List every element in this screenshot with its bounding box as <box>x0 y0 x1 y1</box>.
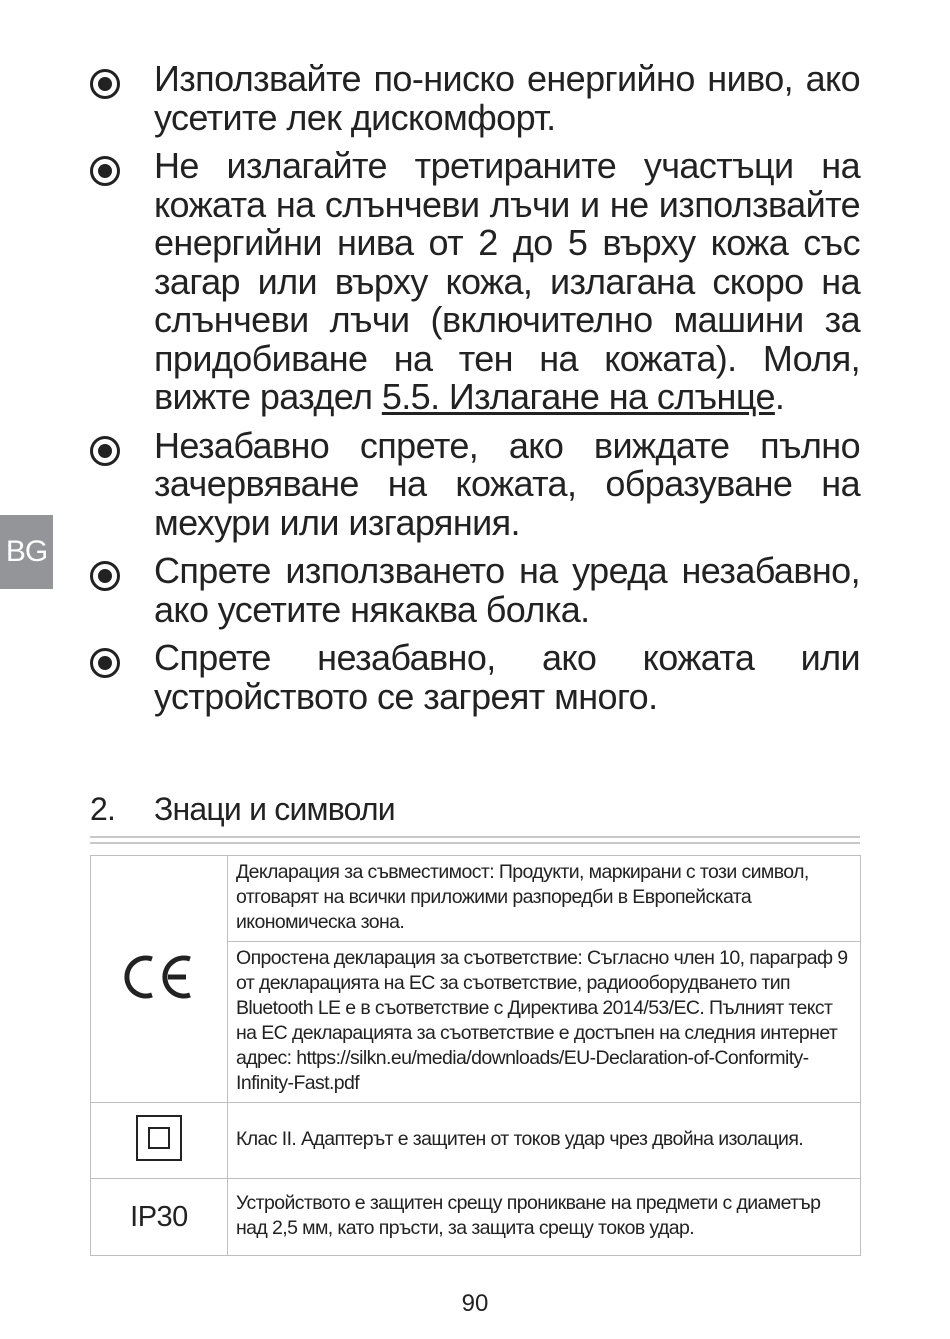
safety-bullet-list <box>88 60 860 726</box>
section-title: Знаци и символи <box>154 791 395 827</box>
section-number: 2. <box>90 791 116 827</box>
class2-text: Клас II. Адаптерът е защитен от токов удар чрез двойна изолация. <box>228 1103 861 1179</box>
class2-symbol-cell <box>91 1103 228 1179</box>
list-item <box>88 639 860 716</box>
bullet-text-body: Не излагайте третираните участъци на кожата на слънчеви лъчи и не използвайте енергийни нива от 2 до 5 върху кожа със загар или върху кожа, излагана скоро на слънчеви лъчи (включително машини за придобиване на тен на кожата). Моля, вижте раздел <box>154 145 860 417</box>
table-row <box>91 1103 861 1179</box>
bullet-circle-icon <box>90 561 120 591</box>
ce-mark-icon <box>122 953 196 1001</box>
bullet-circle-icon <box>90 648 120 678</box>
list-item <box>88 147 860 417</box>
list-item <box>88 424 860 543</box>
bullet-circle-icon <box>90 69 120 99</box>
symbols-table <box>90 855 861 1256</box>
double-square-icon <box>136 1115 182 1161</box>
bullet-text: Незабавно спрете, ако виждате пълно зачервяване на кожата, образуване на мехури или изгаряния. <box>154 424 860 543</box>
ip-rating-text: Устройството е защитен срещу проникване на предмети с диаметър над 2,5 мм, като пръсти, за защита срещу токов удар. <box>228 1179 861 1256</box>
list-item <box>88 552 860 629</box>
ce-simplified-declaration-text: Опростена декларация за съответствие: Съгласно член 10, параграф 9 от декларацията на ЕС за съответствие, радиооборудването тип Bluetooth LE е в съответствие с Директива 2014/53/ЕС. Пълният текст на ЕС декларацията за съответствие е достъпен на следния интернет адрес: https://silkn.eu/media/downloads/EU-Declaration-of-Conformity-Infinity-Fast.pdf <box>228 942 861 1103</box>
table-row <box>91 1179 861 1256</box>
language-tab: BG <box>0 515 53 589</box>
bullet-text-end: . <box>774 376 785 417</box>
section-heading <box>90 791 860 828</box>
ip-rating-code: IP30 <box>130 1200 188 1233</box>
ce-symbol-cell <box>91 856 228 1103</box>
bullet-circle-icon <box>90 156 120 186</box>
bullet-text <box>154 147 860 417</box>
page-number: 90 <box>461 1290 489 1317</box>
bullet-text: Спрете незабавно, ако кожата или устройството се загреят много. <box>154 637 860 717</box>
bullet-circle-icon <box>90 436 120 466</box>
ip-symbol-cell <box>91 1179 228 1256</box>
ce-declaration-text: Декларация за съвместимост: Продукти, маркирани с този символ, отговарят на всички приложими разпоредби в Европейската икономическа зона. <box>228 856 861 942</box>
bullet-text: Спрете използването на уреда незабавно, ако усетите някаква болка. <box>154 550 860 630</box>
heading-divider <box>90 836 860 844</box>
table-row <box>91 856 861 942</box>
list-item <box>88 60 860 137</box>
bullet-text: Използвайте по-ниско енергийно ниво, ако усетите лек дискомфорт. <box>154 58 860 138</box>
section-reference-link[interactable]: 5.5. Излагане на слънце <box>381 376 775 417</box>
